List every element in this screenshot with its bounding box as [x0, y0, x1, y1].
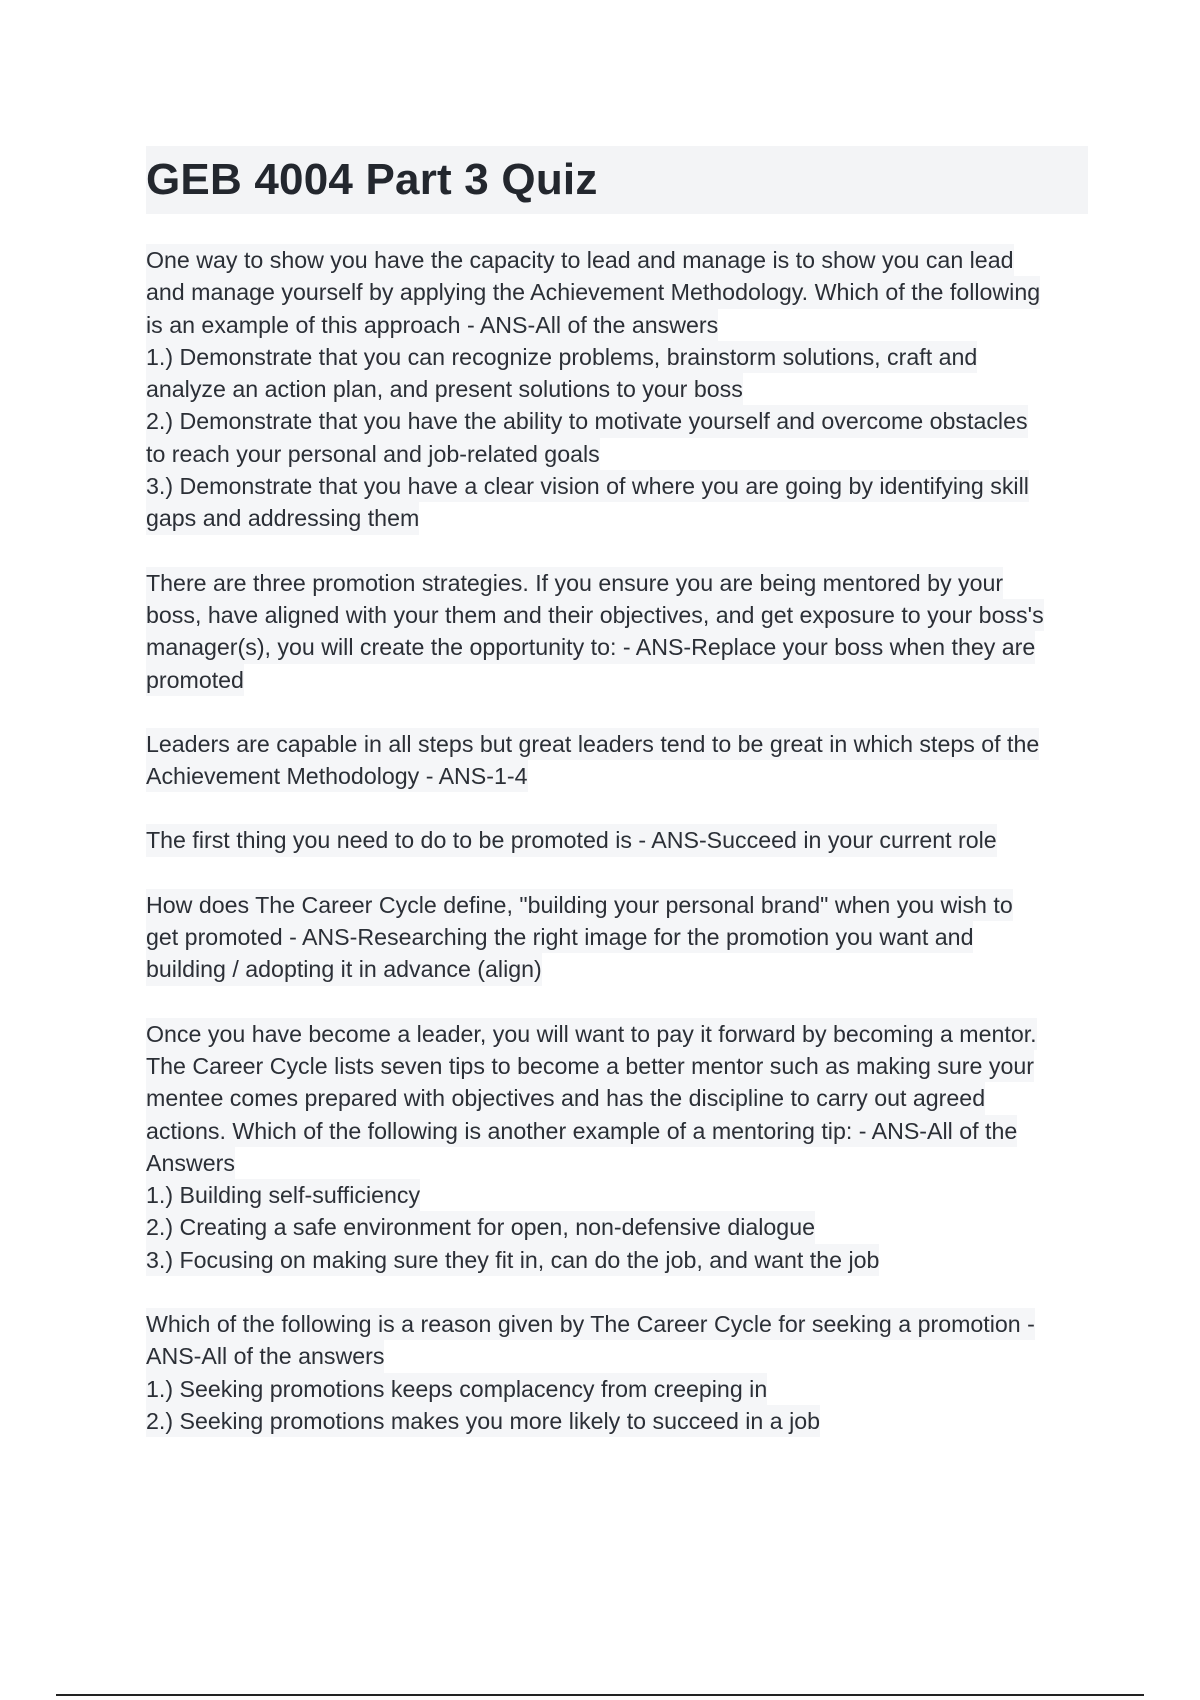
text-line: Answers [146, 1147, 235, 1179]
text-line: analyze an action plan, and present solutions to your boss [146, 373, 743, 405]
text-line: How does The Career Cycle define, "building your personal brand" when you wish to [146, 889, 1013, 921]
text-line: 1.) Demonstrate that you can recognize problems, brainstorm solutions, craft and [146, 341, 977, 373]
question-block-6 [146, 1018, 1088, 1276]
text-line: to reach your personal and job-related goals [146, 438, 600, 470]
text-line: 3.) Focusing on making sure they fit in, can do the job, and want the job [146, 1244, 879, 1276]
text-line: 2.) Seeking promotions makes you more likely to succeed in a job [146, 1405, 820, 1437]
text-line: gaps and addressing them [146, 502, 419, 534]
text-line: ANS-All of the answers [146, 1340, 384, 1372]
text-line: is an example of this approach - ANS-All of the answers [146, 309, 718, 341]
text-line: 3.) Demonstrate that you have a clear vision of where you are going by identifying skill [146, 470, 1029, 502]
text-line: Leaders are capable in all steps but great leaders tend to be great in which steps of the [146, 728, 1039, 760]
text-line: There are three promotion strategies. If you ensure you are being mentored by your [146, 567, 1003, 599]
question-block-7 [146, 1308, 1088, 1437]
text-line: promoted [146, 664, 244, 696]
text-line: mentee comes prepared with objectives and has the discipline to carry out agreed [146, 1082, 985, 1114]
text-line: get promoted - ANS-Researching the right image for the promotion you want and [146, 921, 973, 953]
text-line: Once you have become a leader, you will want to pay it forward by becoming a mentor. [146, 1018, 1037, 1050]
text-line: Which of the following is a reason given by The Career Cycle for seeking a promotion - [146, 1308, 1035, 1340]
text-line: The first thing you need to do to be promoted is - ANS-Succeed in your current role [146, 824, 997, 856]
text-line: manager(s), you will create the opportunity to: - ANS-Replace your boss when they are [146, 631, 1035, 663]
question-block-2 [146, 567, 1088, 696]
text-line: and manage yourself by applying the Achievement Methodology. Which of the following [146, 276, 1040, 308]
document-page [146, 146, 1088, 1469]
text-line: building / adopting it in advance (align) [146, 953, 542, 985]
question-block-4 [146, 824, 1088, 856]
text-line: Achievement Methodology - ANS-1-4 [146, 760, 528, 792]
text-line: The Career Cycle lists seven tips to become a better mentor such as making sure your [146, 1050, 1034, 1082]
text-line: 1.) Building self-sufficiency [146, 1179, 420, 1211]
title-bar [146, 146, 1088, 214]
text-line: One way to show you have the capacity to lead and manage is to show you can lead [146, 244, 1014, 276]
footer-divider [56, 1694, 1144, 1696]
text-line: boss, have aligned with your them and their objectives, and get exposure to your boss's [146, 599, 1044, 631]
question-block-3 [146, 728, 1088, 793]
text-line: 2.) Creating a safe environment for open, non-defensive dialogue [146, 1211, 815, 1243]
page-title: GEB 4004 Part 3 Quiz [146, 155, 598, 204]
text-line: 2.) Demonstrate that you have the ability to motivate yourself and overcome obstacles [146, 405, 1028, 437]
question-block-5 [146, 889, 1088, 986]
text-line: actions. Which of the following is another example of a mentoring tip: - ANS-All of the [146, 1115, 1017, 1147]
text-line: 1.) Seeking promotions keeps complacency from creeping in [146, 1373, 767, 1405]
question-block-1 [146, 244, 1088, 535]
